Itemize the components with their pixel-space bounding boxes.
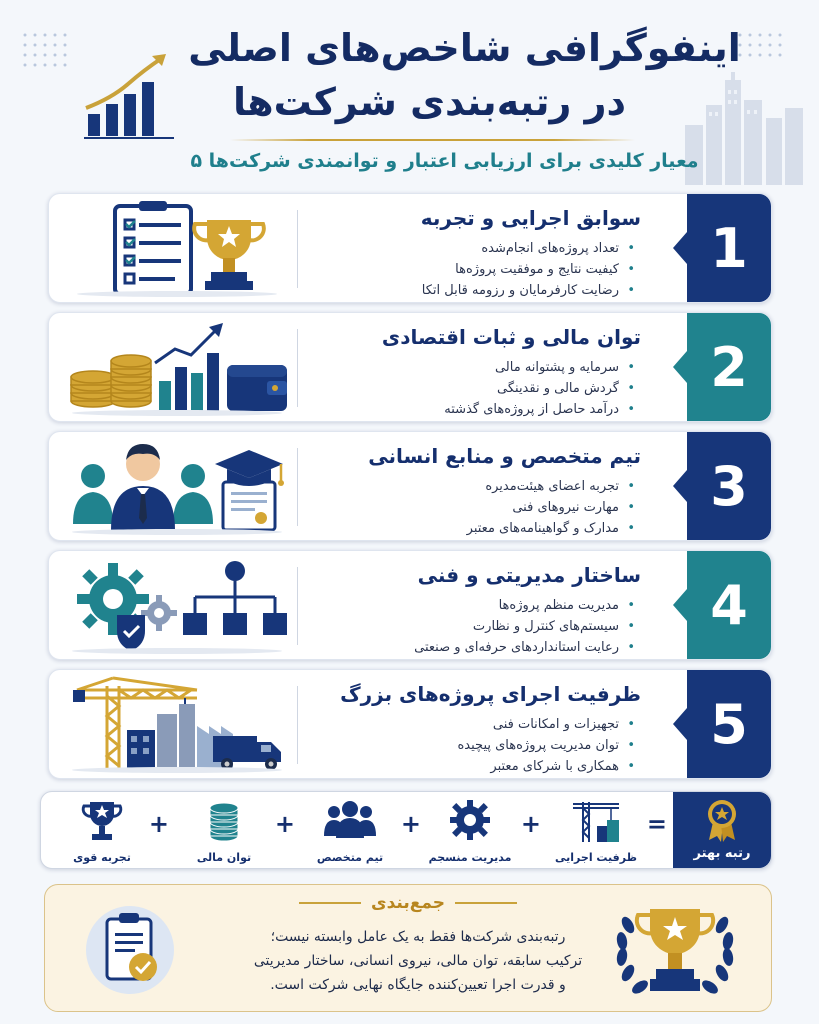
criterion-title: ظرفیت اجرای پروژه‌های بزرگ bbox=[340, 682, 641, 706]
list-item: • مدیریت منظم پروژه‌ها bbox=[414, 595, 619, 616]
list-item: • رعایت استانداردهای حرفه‌ای و صنعتی bbox=[414, 637, 619, 658]
plus-sign: + bbox=[520, 810, 541, 838]
team-icon bbox=[322, 798, 378, 844]
better-rank-badge bbox=[673, 792, 771, 868]
list-item: • توان مدیریت پروژه‌های پیچیده bbox=[458, 735, 620, 756]
better-rank-label: رتبه بهتر bbox=[693, 846, 751, 861]
page-title-line-2: در رتبه‌بندی شرکت‌ها bbox=[232, 80, 627, 124]
list-item: • کیفیت نتایج و موفقیت پروژه‌ها bbox=[422, 259, 619, 280]
criterion-card-1 bbox=[48, 193, 772, 303]
formula-item-team bbox=[305, 798, 395, 866]
criterion-title: سوابق اجرایی و تجربه bbox=[420, 206, 641, 230]
criterion-list bbox=[467, 476, 619, 539]
criterion-card-5 bbox=[48, 669, 772, 779]
conclusion-line: و قدرت اجرا تعیین‌کننده جایگاه نهایی شرکت است. bbox=[270, 977, 566, 993]
criterion-card-3 bbox=[48, 431, 772, 541]
criterion-number-badge: 3 bbox=[687, 432, 771, 540]
title-divider bbox=[230, 139, 635, 141]
criterion-list bbox=[414, 595, 619, 658]
list-item: • رضایت کارفرمایان و رزومه قابل اتکا bbox=[422, 280, 619, 301]
trophy-laurel-icon bbox=[610, 895, 740, 1007]
page-subtitle: ۵ معیار کلیدی برای ارزیابی اعتبار و توانمندی شرکت‌ها bbox=[190, 150, 699, 172]
list-item: • مدارک و گواهینامه‌های معتبر bbox=[467, 518, 619, 539]
criterion-number-badge: 2 bbox=[687, 313, 771, 421]
medal-icon bbox=[705, 798, 739, 842]
crane-factory-truck-icon bbox=[67, 676, 292, 774]
crane-icon bbox=[571, 798, 621, 844]
criterion-list bbox=[422, 238, 619, 301]
criterion-list bbox=[444, 357, 619, 420]
criterion-title: توان مالی و ثبات اقتصادی bbox=[381, 325, 641, 349]
formula-item-capacity bbox=[551, 798, 641, 866]
list-item: • سیستم‌های کنترل و نظارت bbox=[414, 616, 619, 637]
conclusion-box bbox=[44, 884, 772, 1012]
card-divider bbox=[297, 448, 298, 526]
criterion-number-badge: 1 bbox=[687, 194, 771, 302]
checklist-trophy-icon bbox=[67, 200, 292, 298]
formula-item-label: توان مالی bbox=[196, 851, 252, 864]
formula-item-label: ظرفیت اجرایی bbox=[555, 851, 637, 864]
criterion-title: تیم متخصص و منابع انسانی bbox=[368, 444, 641, 468]
trophy-icon bbox=[80, 798, 124, 844]
list-item: • درآمد حاصل از پروژه‌های گذشته bbox=[444, 399, 619, 420]
list-item: • همکاری با شرکای معتبر bbox=[458, 756, 620, 777]
formula-item-experience bbox=[57, 798, 147, 866]
card-divider bbox=[297, 567, 298, 645]
conclusion-line: ترکیب سابقه، توان مالی، نیروی انسانی، ساختار مدیریتی bbox=[253, 953, 583, 969]
gear-icon bbox=[447, 798, 493, 844]
coins-chart-wallet-icon bbox=[67, 319, 292, 417]
criterion-title: ساختار مدیریتی و فنی bbox=[417, 563, 641, 587]
list-item: • تجربه اعضای هیئت‌مدیره bbox=[467, 476, 619, 497]
criterion-number-badge: 4 bbox=[687, 551, 771, 659]
list-item: • مهارت نیروهای فنی bbox=[467, 497, 619, 518]
formula-item-finance bbox=[179, 798, 269, 866]
equals-sign: = bbox=[646, 810, 667, 838]
plus-sign: + bbox=[400, 810, 421, 838]
list-item: • گردش مالی و نقدینگی bbox=[444, 378, 619, 399]
card-divider bbox=[297, 686, 298, 764]
criterion-card-2 bbox=[48, 312, 772, 422]
formula-item-label: تجربه قوی bbox=[73, 851, 131, 864]
criterion-list bbox=[458, 714, 620, 777]
team-certificate-icon bbox=[67, 438, 292, 536]
criterion-card-4 bbox=[48, 550, 772, 660]
conclusion-title: جمع‌بندی bbox=[45, 893, 771, 913]
list-item: • تعداد پروژه‌های انجام‌شده bbox=[422, 238, 619, 259]
formula-item-label: تیم متخصص bbox=[316, 851, 384, 864]
formula-item-management bbox=[425, 798, 515, 866]
list-item: • تجهیزات و امکانات فنی bbox=[458, 714, 620, 735]
gears-org-chart-icon bbox=[67, 557, 292, 655]
page-title-line-1: اینفوگرافی شاخص‌های اصلی bbox=[188, 26, 741, 70]
list-item: • سرمایه و پشتوانه مالی bbox=[444, 357, 619, 378]
clipboard-check-icon bbox=[85, 903, 175, 997]
ranking-formula-bar bbox=[40, 791, 772, 869]
plus-sign: + bbox=[274, 810, 295, 838]
conclusion-line: رتبه‌بندی شرکت‌ها فقط به یک عامل وابسته نیست؛ bbox=[270, 929, 566, 945]
conclusion-text bbox=[235, 925, 601, 997]
formula-item-label: مدیریت منسجم bbox=[428, 851, 512, 864]
card-divider bbox=[297, 210, 298, 288]
criterion-number-badge: 5 bbox=[687, 670, 771, 778]
plus-sign: + bbox=[148, 810, 169, 838]
card-divider bbox=[297, 329, 298, 407]
coins-icon bbox=[201, 798, 247, 844]
